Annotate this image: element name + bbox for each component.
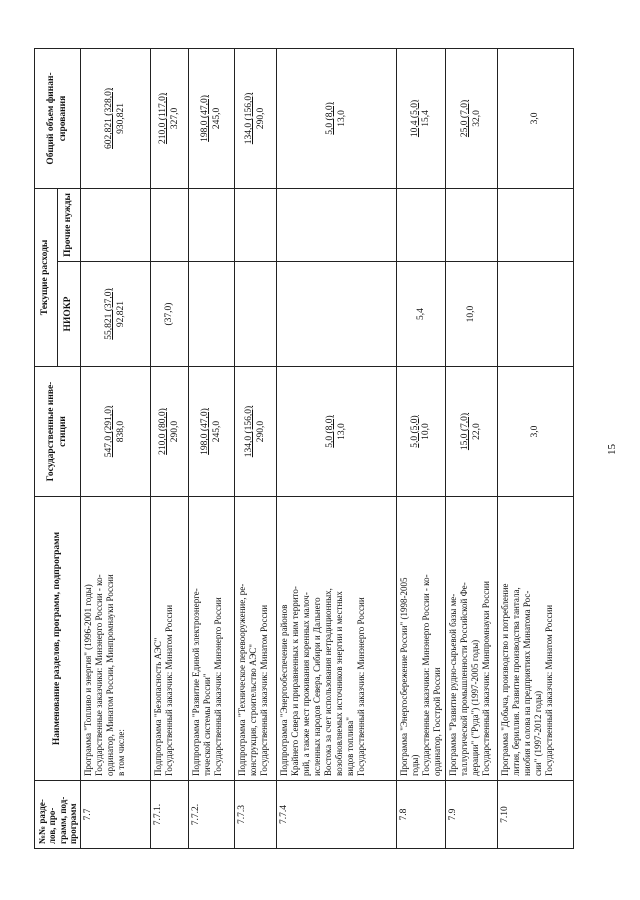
investments-cell (397, 367, 446, 497)
niokr-value-bottom: 5,4 (415, 308, 426, 320)
other-cell (151, 188, 189, 261)
row-name-text: Программа "Топливо и энергия" (1996-2001 годы) Государственные заказчики: Минэнерго России - ко- ординатор, Минатом России, Минпромнауки России в том числе: (83, 574, 127, 776)
niokr-cell (81, 262, 151, 367)
row-name-text: Программа "Энергосбережение России" (1998-2005 годы) Государственные заказчики: Минэнерго России - ко- ординатор, Госстрой России (399, 574, 443, 776)
header-row (35, 48, 58, 848)
total-value-top: 210,0 (117,0) (158, 92, 169, 145)
investments-value-bottom: 290,0 (255, 420, 266, 443)
investments-value-top: 210,0 (80,0) (158, 408, 169, 455)
row-code (446, 781, 498, 849)
table-row (397, 48, 446, 848)
row-name (498, 497, 574, 781)
row-name (151, 497, 189, 781)
row-code (81, 781, 151, 849)
total-cell (397, 48, 446, 188)
row-code-text: 7.7 (83, 808, 94, 821)
row-code-text: 7.7.4 (279, 805, 290, 824)
investments-value-top: 5,0 (8,0) (325, 415, 336, 448)
niokr-cell (277, 262, 397, 367)
niokr-value-bottom: (37,0) (164, 302, 175, 326)
header-niokr: НИОКР (58, 262, 81, 367)
row-code-text: 7.7.2. (191, 803, 202, 826)
total-cell (235, 48, 277, 188)
row-name-text: Подпрограмма "Безопасность АЭС" Государственный заказчик: Минатом России (153, 604, 175, 776)
total-value-top: 5,0 (8,0) (325, 102, 336, 135)
investments-value-top: 134,0 (156,0) (244, 405, 255, 458)
row-code (151, 781, 189, 849)
other-cell (189, 188, 235, 261)
row-name-text: Подпрограмма "Развитие Единой электроэнерге- тической системы России" Государственный заказчик: Минэнерго России (191, 588, 224, 776)
investments-cell (189, 367, 235, 497)
investments-cell (277, 367, 397, 497)
total-cell (151, 48, 189, 188)
total-value-bottom: 15,4 (421, 110, 432, 127)
table-row (498, 48, 574, 848)
table-row (151, 48, 189, 848)
niokr-cell (397, 262, 446, 367)
table-row (81, 48, 151, 848)
total-value-bottom: 32,0 (471, 110, 482, 127)
investments-value-top: 198,0 (47,0) (200, 408, 211, 455)
total-value-bottom: 13,0 (336, 110, 347, 127)
other-cell (81, 188, 151, 261)
header-current: Текущие расходы (35, 188, 58, 366)
header-other: Прочие нужды (58, 188, 81, 261)
investments-cell (151, 367, 189, 497)
row-name (397, 497, 446, 781)
other-cell (277, 188, 397, 261)
row-code (235, 781, 277, 849)
investments-value-bottom: 838,0 (115, 420, 126, 443)
total-value-top: 134,0 (156,0) (244, 92, 255, 145)
row-code (189, 781, 235, 849)
total-value-bottom: 290,0 (255, 107, 266, 130)
niokr-value-top: 55,821 (37,0) (104, 288, 115, 340)
row-name-text: Программа "Развитие рудно-сырьевой базы ме- таллургической промышленности Российской Фе- дерации" ("Руда") (1997-2005 годы) Государственный заказчик: Минпромнауки России (448, 581, 492, 776)
row-code (397, 781, 446, 849)
row-name-text: Подпрограмма "Техническое перевооружение, ре- конструкция, строительство АЭС" Государственный заказчик: Минатом России (237, 583, 270, 776)
investments-value-bottom: 22,0 (471, 423, 482, 440)
header-total: Общий объем финан- сирования (35, 48, 81, 188)
table-row (446, 48, 498, 848)
financing-table (34, 48, 574, 849)
other-cell (235, 188, 277, 261)
investments-value-bottom: 245,0 (211, 420, 222, 443)
total-cell (189, 48, 235, 188)
niokr-cell (446, 262, 498, 367)
total-value-top: 10,4 (5,0) (409, 99, 420, 138)
investments-value-bottom: 3,0 (529, 425, 540, 438)
niokr-value-bottom: 92,821 (115, 300, 126, 328)
row-code-text: 7.7.1. (153, 803, 164, 826)
row-code-text: 7.10 (500, 806, 511, 823)
investments-cell (235, 367, 277, 497)
total-cell (446, 48, 498, 188)
row-code (277, 781, 397, 849)
row-code-text: 7.7.3 (237, 805, 248, 824)
total-cell (498, 48, 574, 188)
row-code (498, 781, 574, 849)
investments-value-bottom: 13,0 (336, 423, 347, 440)
row-name-text: Подпрограмма "Энергообеспечение районов Крайнего Севера и приравненных к ним террито- рий, а также мест проживания коренных малоч- исленных народов Севера, Сибири и Дальнего Востока за счет использования нетрадиционных, возобновляемых источников энергии и местных видов топлива" Государственный заказчик: Минэнерго России (279, 586, 367, 776)
niokr-cell (235, 262, 277, 367)
row-name-text: Программа "Добыча, производство и потребление лития, бериллия. Развитие производства тантала, ниобия и олова на предприятиях Минатома Рос- сии" (1997-2012 годы) Государственный заказчик: Минатом России (500, 583, 555, 776)
investments-value-top: 547,0 (291,0) (104, 405, 115, 458)
header-name: Наименование разделов, программ, подпрограмм (35, 497, 81, 781)
row-name (446, 497, 498, 781)
table-row (277, 48, 397, 848)
niokr-cell (151, 262, 189, 367)
total-value-top: 25,0 (7,0) (460, 99, 471, 138)
row-name (277, 497, 397, 781)
investments-value-bottom: 10,0 (421, 423, 432, 440)
total-value-top: 198,0 (47,0) (200, 95, 211, 142)
total-value-bottom: 245,0 (211, 107, 222, 130)
total-value-bottom: 930,821 (115, 103, 126, 134)
niokr-cell (189, 262, 235, 367)
total-value-bottom: 327,0 (169, 107, 180, 130)
other-cell (446, 188, 498, 261)
table-row (189, 48, 235, 848)
niokr-cell (498, 262, 574, 367)
total-cell (277, 48, 397, 188)
investments-cell (81, 367, 151, 497)
other-cell (498, 188, 574, 261)
total-cell (81, 48, 151, 188)
row-code-text: 7.9 (448, 808, 459, 821)
header-code: №№ разде- лов, про- грамм, под- программ (35, 781, 81, 849)
investments-value-top: 5,0 (5,0) (409, 415, 420, 448)
investments-cell (498, 367, 574, 497)
total-value-bottom: 3,0 (529, 112, 540, 125)
investments-value-bottom: 290,0 (169, 420, 180, 443)
row-name (235, 497, 277, 781)
row-name (189, 497, 235, 781)
total-value-top: 602,821 (328,0) (104, 88, 115, 149)
niokr-value-bottom: 10,0 (465, 305, 476, 323)
table-row (235, 48, 277, 848)
row-code-text: 7.8 (399, 808, 410, 821)
header-investments: Государственные инве- стиции (35, 367, 81, 497)
row-name (81, 497, 151, 781)
investments-cell (446, 367, 498, 497)
investments-value-top: 15,0 (7,0) (460, 412, 471, 451)
page-number: 15 (606, 444, 618, 455)
other-cell (397, 188, 446, 261)
